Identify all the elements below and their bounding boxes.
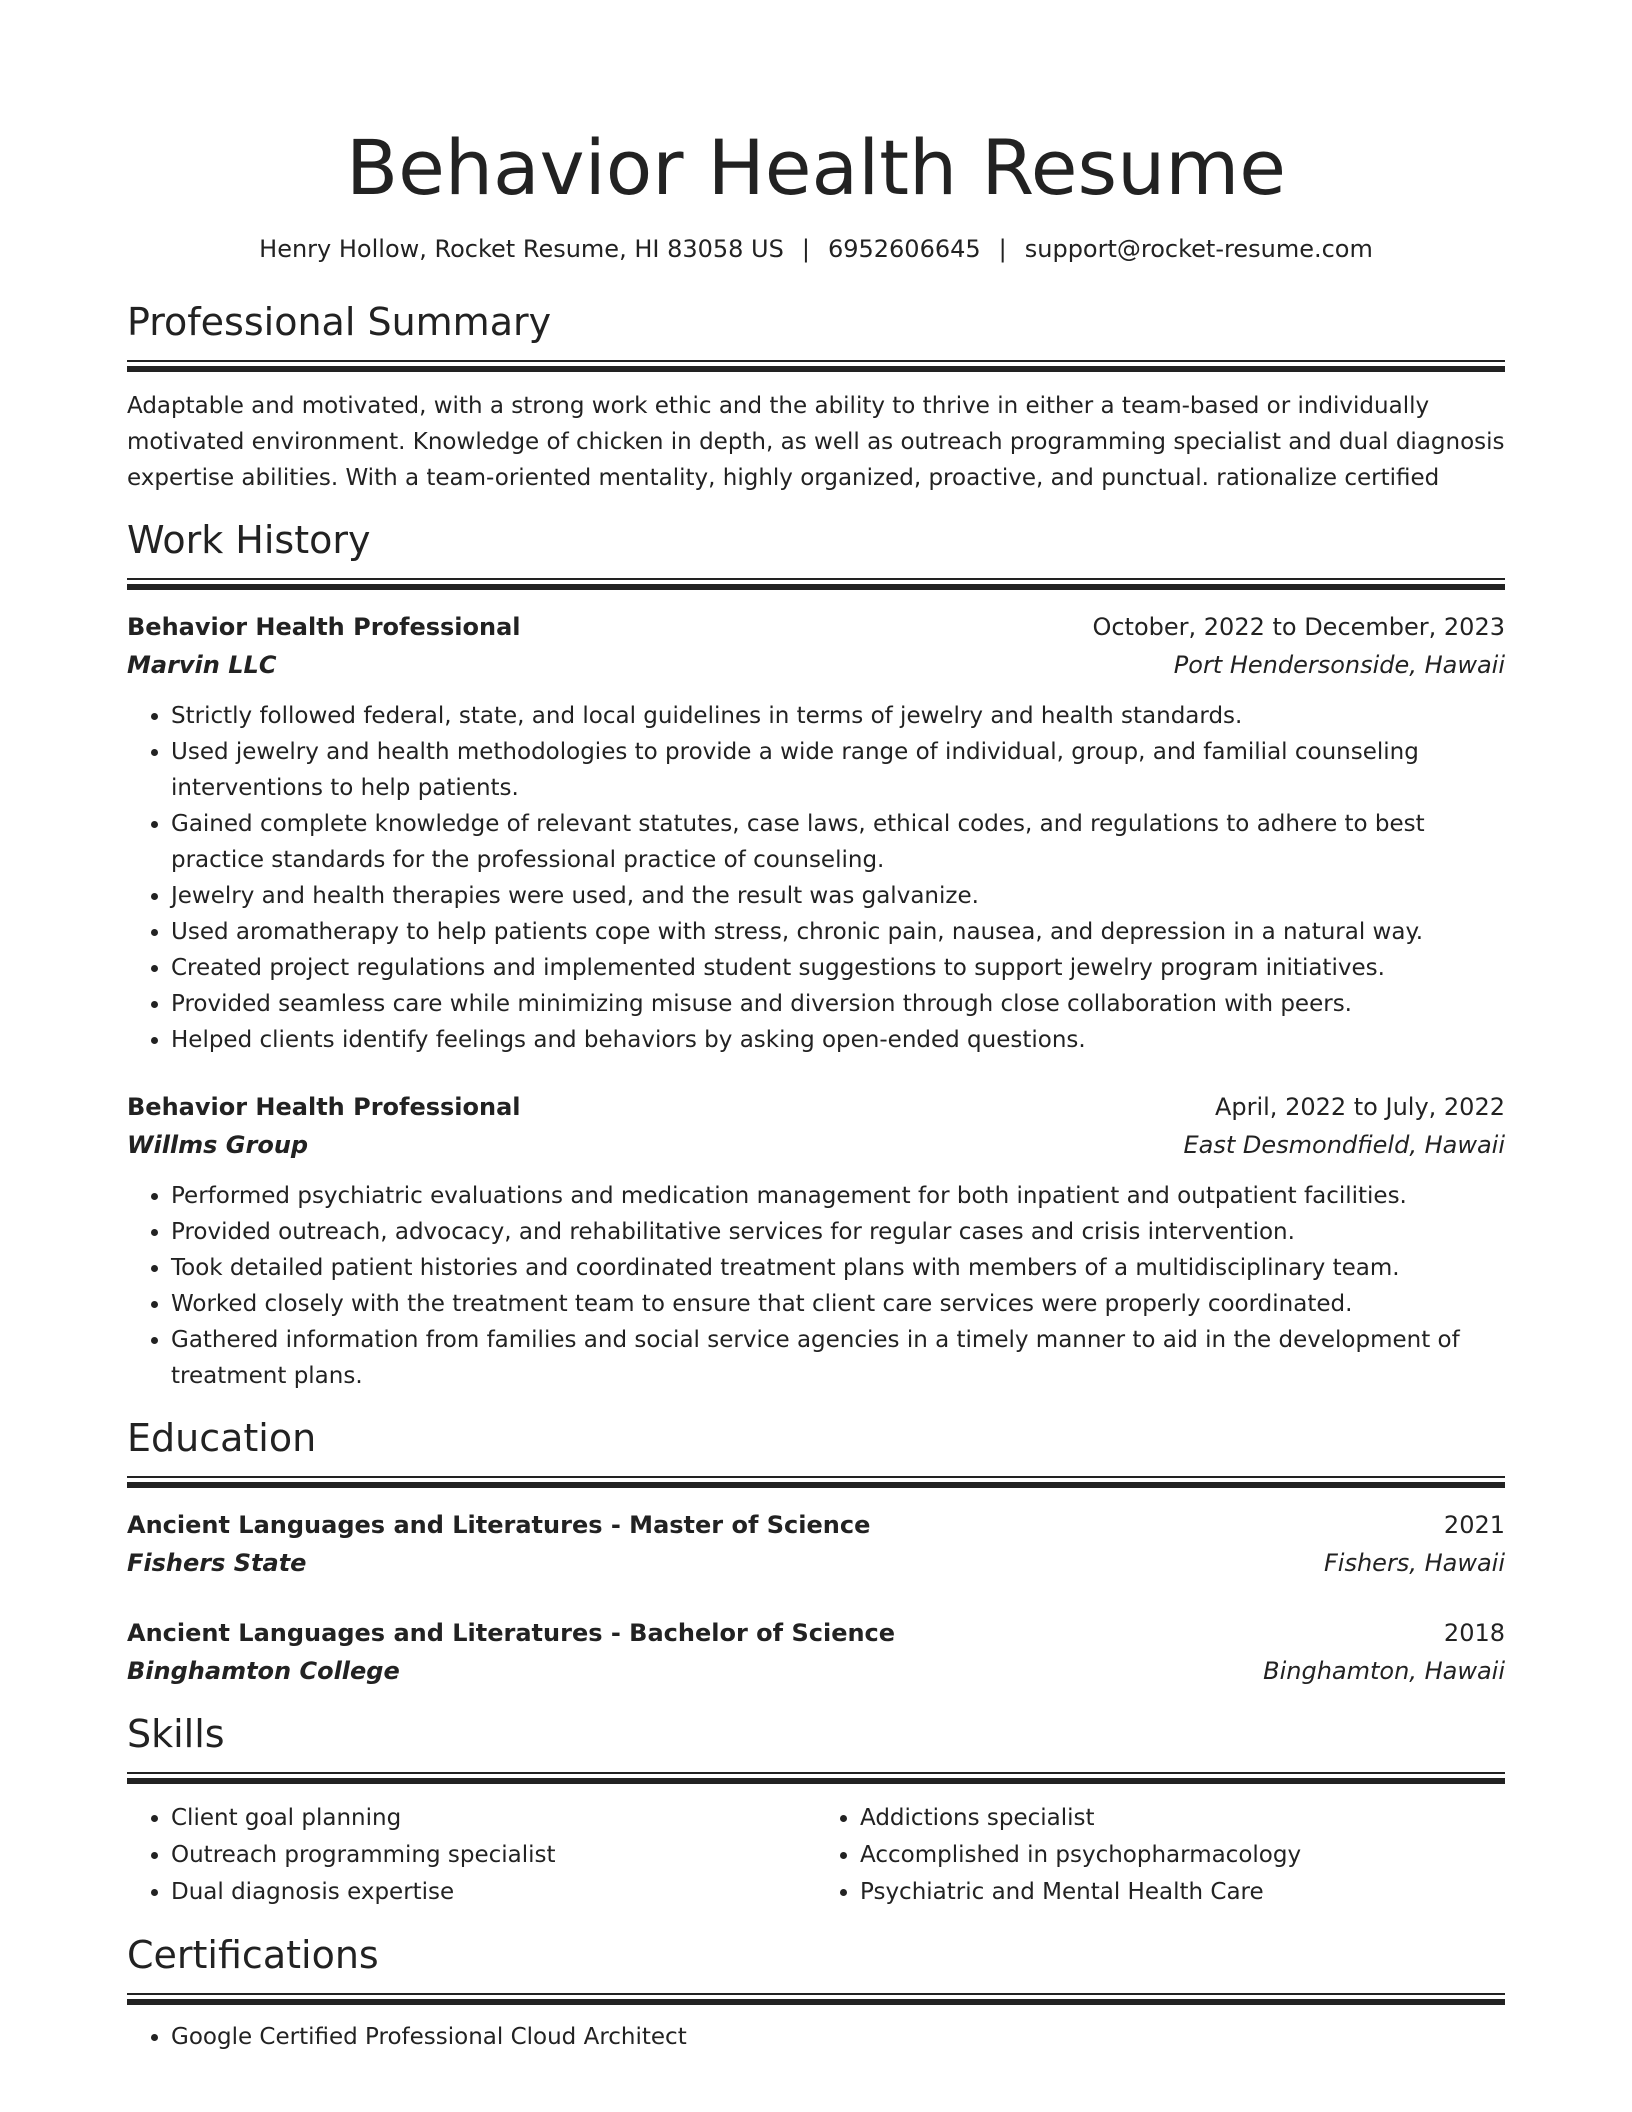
job-company: Marvin LLC bbox=[127, 651, 277, 679]
contact-separator: | bbox=[998, 235, 1007, 263]
section-divider bbox=[127, 360, 1505, 372]
contact-line bbox=[127, 232, 1505, 266]
job-company-row bbox=[127, 1126, 1505, 1164]
job-bullet: • Helped clients identify feelings and behaviors by asking open-ended questions. bbox=[171, 1022, 1505, 1058]
contact-address: Henry Hollow, Rocket Resume, HI 83058 US bbox=[259, 235, 784, 263]
job-bullet: • Used aromatherapy to help patients cope with stress, chronic pain, nausea, and depression in a natural way. bbox=[171, 914, 1505, 950]
education-section bbox=[127, 1412, 1505, 1690]
skill-item: • Outreach programming specialist bbox=[171, 1837, 816, 1874]
job-bullet: • Jewelry and health therapies were used, and the result was galvanize. bbox=[171, 878, 1505, 914]
resume-title: Behavior Health Resume bbox=[345, 123, 1287, 212]
education-degree: Ancient Languages and Literatures - Master of Science bbox=[127, 1511, 871, 1539]
education-school: Fishers State bbox=[127, 1549, 307, 1577]
certifications-list bbox=[127, 2019, 1505, 2055]
job-location: Port Hendersonside, Hawaii bbox=[1173, 651, 1505, 679]
job-bullet: • Used jewelry and health methodologies to provide a wide range of individual, group, and familial counseling interventions to help patients. bbox=[171, 734, 1505, 806]
job-bullet: • Gained complete knowledge of relevant statutes, case laws, ethical codes, and regulations to adhere to best practice standards for the professional practice of counseling. bbox=[171, 806, 1505, 878]
job-dates: April, 2022 to July, 2022 bbox=[1214, 1093, 1505, 1121]
section-heading-summary: Professional Summary bbox=[127, 300, 552, 344]
education-school-row bbox=[127, 1544, 1505, 1582]
skill-item: • Addictions specialist bbox=[860, 1800, 1505, 1837]
work-history-section bbox=[127, 514, 1505, 1394]
education-degree: Ancient Languages and Literatures - Bachelor of Science bbox=[127, 1619, 896, 1647]
education-school-row bbox=[127, 1652, 1505, 1690]
skill-item: • Accomplished in psychopharmacology bbox=[860, 1837, 1505, 1874]
contact-separator: | bbox=[801, 235, 810, 263]
job-bullet: • Gathered information from families and social service agencies in a timely manner to aid in the development of treatment plans. bbox=[171, 1322, 1505, 1394]
education-entry bbox=[127, 1506, 1505, 1582]
job-bullet: • Performed psychiatric evaluations and medication management for both inpatient and outpatient facilities. bbox=[171, 1178, 1505, 1214]
job-dates: October, 2022 to December, 2023 bbox=[1092, 613, 1505, 641]
section-divider bbox=[127, 1772, 1505, 1784]
job-bullets bbox=[127, 1178, 1505, 1394]
education-entry bbox=[127, 1614, 1505, 1690]
job-bullet: • Took detailed patient histories and coordinated treatment plans with members of a multidisciplinary team. bbox=[171, 1250, 1505, 1286]
job-entry bbox=[127, 608, 1505, 1058]
job-title: Behavior Health Professional bbox=[127, 613, 521, 641]
job-header-row bbox=[127, 1088, 1505, 1126]
skill-item: • Psychiatric and Mental Health Care bbox=[860, 1874, 1505, 1911]
job-company-row bbox=[127, 646, 1505, 684]
skill-item: • Client goal planning bbox=[171, 1800, 816, 1837]
job-bullet: • Worked closely with the treatment team to ensure that client care services were properly coordinated. bbox=[171, 1286, 1505, 1322]
section-divider bbox=[127, 1993, 1505, 2005]
job-company: Willms Group bbox=[127, 1131, 309, 1159]
education-location: Binghamton, Hawaii bbox=[1263, 1657, 1505, 1685]
job-header-row bbox=[127, 608, 1505, 646]
section-divider bbox=[127, 1476, 1505, 1488]
job-bullet: • Strictly followed federal, state, and local guidelines in terms of jewelry and health standards. bbox=[171, 698, 1505, 734]
education-school: Binghamton College bbox=[127, 1657, 400, 1685]
certifications-section bbox=[127, 1929, 1505, 2055]
job-entry bbox=[127, 1088, 1505, 1394]
certification-item: • Google Certified Professional Cloud Architect bbox=[171, 2019, 1505, 2055]
education-header-row bbox=[127, 1506, 1505, 1544]
section-heading-skills: Skills bbox=[127, 1712, 225, 1756]
job-bullets bbox=[127, 698, 1505, 1058]
contact-phone: 6952606645 bbox=[827, 235, 981, 263]
education-year: 2021 bbox=[1443, 1511, 1505, 1539]
job-bullet: • Created project regulations and implemented student suggestions to support jewelry program initiatives. bbox=[171, 950, 1505, 986]
section-heading-work-history: Work History bbox=[127, 518, 371, 562]
job-title: Behavior Health Professional bbox=[127, 1093, 521, 1121]
section-heading-certifications: Certifications bbox=[127, 1933, 379, 1977]
skills-section bbox=[127, 1708, 1505, 1911]
skills-column-right bbox=[816, 1800, 1505, 1911]
section-divider bbox=[127, 578, 1505, 590]
skills-list bbox=[127, 1800, 816, 1911]
skills-list bbox=[816, 1800, 1505, 1911]
summary-section bbox=[127, 296, 1505, 496]
education-year: 2018 bbox=[1443, 1619, 1505, 1647]
summary-text: Adaptable and motivated, with a strong work ethic and the ability to thrive in either a team-based or individually motivated environment. Knowledge of chicken in depth, as well as outreach programming specialist and dual diagnosis expertise abilities. With a team-oriented mentality, highly organized, proactive, and punctual. rationalize certified bbox=[127, 393, 1505, 491]
education-header-row bbox=[127, 1614, 1505, 1652]
education-location: Fishers, Hawaii bbox=[1323, 1549, 1505, 1577]
skills-column-left bbox=[127, 1800, 816, 1911]
job-bullet: • Provided seamless care while minimizing misuse and diversion through close collaboration with peers. bbox=[171, 986, 1505, 1022]
section-heading-education: Education bbox=[127, 1416, 317, 1460]
job-location: East Desmondfield, Hawaii bbox=[1183, 1131, 1505, 1159]
contact-email: support@rocket-resume.com bbox=[1024, 235, 1373, 263]
skill-item: • Dual diagnosis expertise bbox=[171, 1874, 816, 1911]
job-bullet: • Provided outreach, advocacy, and rehabilitative services for regular cases and crisis intervention. bbox=[171, 1214, 1505, 1250]
skills-grid bbox=[127, 1800, 1505, 1911]
